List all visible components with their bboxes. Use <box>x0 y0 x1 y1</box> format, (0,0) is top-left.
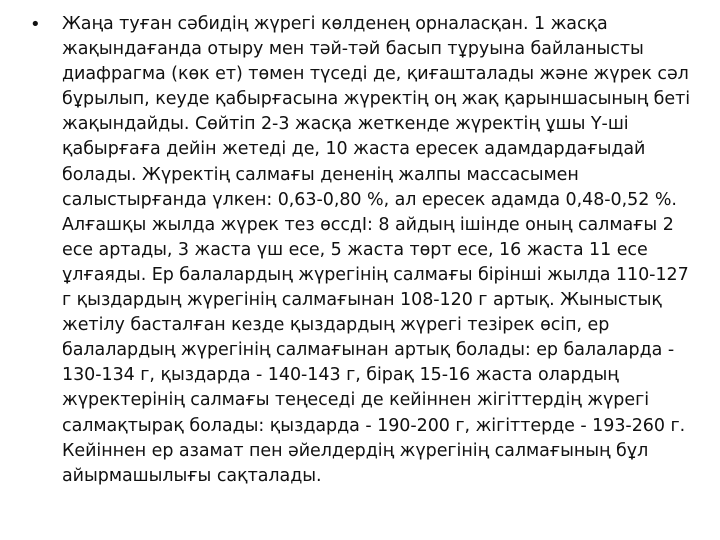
bullet-marker: • <box>30 14 41 35</box>
paragraph-line: болады. Жүректің салмағы дененің жалпы массасымен <box>62 164 579 185</box>
paragraph-line: диафрагма (көк ет) төмен түседі де, қиғашталады және жүрек сәл <box>62 64 689 85</box>
paragraph-line: жақындағанда отыру мен тәй-тәй басып тұруына байланысты <box>62 39 644 60</box>
paragraph-line: Жаңа туған сәбидің жүрегі көлденең орналасқан. 1 жасқа <box>62 14 608 34</box>
paragraph-line: жетілу басталған кезде қыздардың жүрегі тезірек өсіп, ер <box>62 315 610 336</box>
bullet-item <box>30 12 690 489</box>
paragraph-line: 130-134 г, қыздарда - 140-143 г, бірақ 15-16 жаста олардың <box>62 365 619 386</box>
paragraph-line: есе артады, 3 жаста үш есе, 5 жаста төрт есе, 16 жаста 11 есе <box>62 239 648 260</box>
paragraph-line: айырмашылығы сақталады. <box>62 465 322 486</box>
bullet-paragraph <box>62 12 690 489</box>
paragraph-line: Алғашқы жылда жүрек тез өссдІ: 8 айдың ішінде оның салмағы 2 <box>62 214 674 235</box>
paragraph-line: балалардың жүрегінің салмағынан артық болады: ер балаларда - <box>62 340 675 361</box>
paragraph-line: жақындайды. Сөйтіп 2-3 жасқа жеткенде жүректің ұшы Ү-ші <box>62 114 629 135</box>
paragraph-line: жүректерінің салмағы теңеседі де кейіннен жігіттердің жүрегі <box>62 390 650 411</box>
paragraph-line: Кейіннен ер азамат пен әйелдердің жүрегінің салмағының бұл <box>62 440 649 461</box>
paragraph-line: бұрылып, кеуде қабырғасына жүректің оң жақ қарыншасының беті <box>62 89 691 110</box>
paragraph-line: қабырғаға дейін жетеді де, 10 жаста ересек адамдардағыдай <box>62 139 646 160</box>
paragraph-line: ұлғаяды. Ер балалардың жүрегінің салмағы бірінші жылда 110-127 <box>62 264 689 285</box>
paragraph-line: салмақтырақ болады: қыздарда - 190-200 г, жігіттерде - 193-260 г. <box>62 415 686 436</box>
paragraph-line: г қыздардың жүрегінің салмағынан 108-120 г артық. Жыныстық <box>62 290 662 311</box>
paragraph-line: салыстырғанда үлкен: 0,63-0,80 %, ал ересек адамда 0,48-0,52 %. <box>62 189 677 210</box>
